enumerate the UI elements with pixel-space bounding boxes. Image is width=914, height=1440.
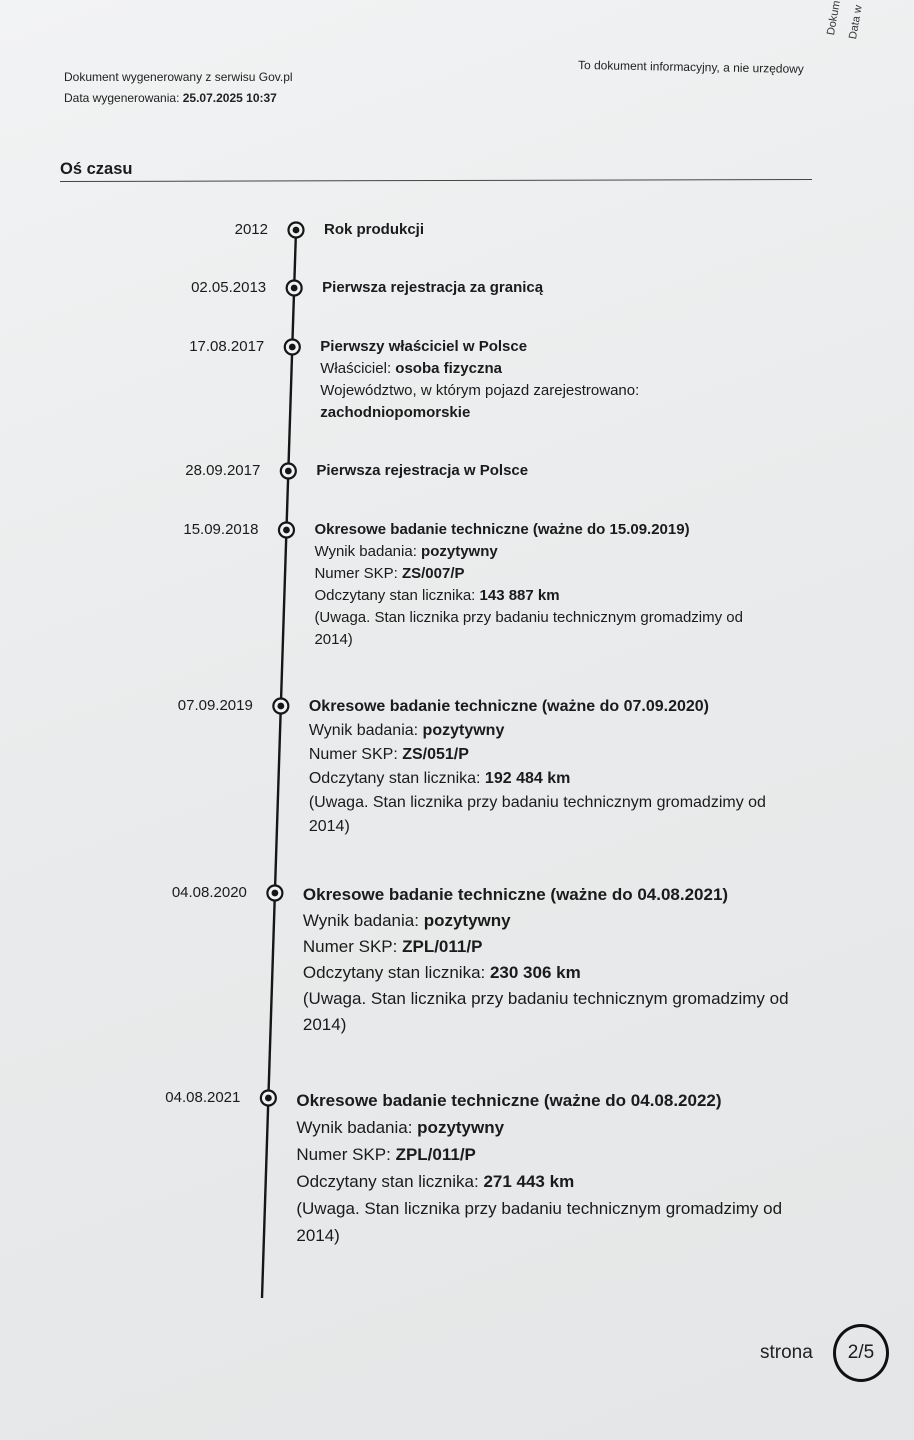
header-disclaimer: To dokument informacyjny, a nie urzędowy <box>577 58 804 76</box>
detail-value: 143 887 km <box>479 587 560 604</box>
detail-value: ZS/007/P <box>401 565 465 582</box>
timeline-entry <box>324 219 844 241</box>
detail-label: Wynik badania: <box>302 911 424 930</box>
detail-label: Odczytany stan licznika: <box>296 1172 484 1191</box>
entry-detail-line <box>296 1195 816 1222</box>
timeline-date: 17.08.2017 <box>189 338 265 355</box>
entry-detail-line <box>303 960 823 986</box>
detail-value: pozytywny <box>422 722 505 739</box>
timeline-entry <box>320 336 840 424</box>
detail-value: zachodniopomorskie <box>320 404 471 421</box>
detail-value: ZS/051/P <box>402 746 469 763</box>
entry-detail-line <box>309 719 829 743</box>
page-number-badge: 2/5 <box>833 1324 889 1382</box>
timeline-marker-dot <box>277 703 284 710</box>
detail-label: (Uwaga. Stan licznika przy badaniu technicznym gromadzimy od <box>296 1199 783 1218</box>
timeline-date: 04.08.2020 <box>171 884 247 901</box>
timeline-entry <box>322 277 842 299</box>
detail-value: pozytywny <box>423 911 511 930</box>
detail-label: Numer SKP: <box>302 937 403 956</box>
detail-label: Odczytany stan licznika: <box>314 587 480 604</box>
entry-detail-line <box>314 563 834 585</box>
timeline-marker-dot <box>265 1095 272 1102</box>
detail-label: Wynik badania: <box>308 722 423 739</box>
detail-label: (Uwaga. Stan licznika przy badaniu technicznym gromadzimy od <box>302 989 789 1008</box>
entry-detail-line <box>296 1114 816 1141</box>
detail-label: Wynik badania: <box>296 1118 418 1137</box>
entry-title: Okresowe badanie techniczne (ważne do 04.08.2021) <box>302 885 729 904</box>
section-title: Oś czasu <box>60 160 133 178</box>
corner-text-2: Data w <box>847 4 865 41</box>
detail-label: (Uwaga. Stan licznika przy badaniu technicznym gromadzimy od <box>314 609 743 626</box>
entry-detail-line <box>309 815 829 839</box>
generated-label: Data wygenerowania: <box>64 91 180 105</box>
entry-detail-line <box>314 607 834 629</box>
entry-detail-line <box>320 380 840 402</box>
entry-title: Okresowe badanie techniczne (ważne do 04.08.2022) <box>296 1091 722 1110</box>
entry-detail-line <box>314 629 834 651</box>
entry-detail-line <box>303 908 823 934</box>
entry-title: Rok produkcji <box>324 221 425 238</box>
corner-text-1: Dokum <box>825 0 843 37</box>
entry-title: Pierwsza rejestracja w Polsce <box>316 462 529 479</box>
page-label: strona <box>760 1342 813 1363</box>
entry-detail-line <box>296 1222 816 1249</box>
entry-title: Okresowe badanie techniczne (ważne do 07.09.2020) <box>308 698 709 715</box>
entry-detail-line <box>320 402 840 424</box>
timeline-date: 15.09.2018 <box>183 521 259 538</box>
entry-detail-line <box>314 541 834 563</box>
timeline-entry <box>314 519 834 651</box>
entry-detail-line <box>303 1012 823 1038</box>
timeline-marker-dot <box>283 527 290 534</box>
generated-value: 25.07.2025 10:37 <box>182 91 277 105</box>
detail-value: 230 306 km <box>489 963 581 982</box>
timeline-entry <box>309 695 829 839</box>
entry-title: Pierwsza rejestracja za granicą <box>322 279 544 296</box>
detail-label: Odczytany stan licznika: <box>308 770 485 787</box>
detail-label: Wynik badania: <box>314 543 422 560</box>
detail-label: Numer SKP: <box>308 746 403 763</box>
timeline-date: 07.09.2019 <box>177 697 253 714</box>
detail-label: Województwo, w którym pojazd zarejestrowano: <box>320 382 640 399</box>
timeline-line <box>262 230 296 1298</box>
entry-detail-line <box>309 767 829 791</box>
timeline-date: 02.05.2013 <box>191 279 267 296</box>
entry-detail-line <box>309 743 829 767</box>
entry-detail-line <box>309 791 829 815</box>
timeline-marker-dot <box>289 344 296 351</box>
header-source: Dokument wygenerowany z serwisu Gov.pl <box>64 70 293 84</box>
entry-detail-line <box>320 358 840 380</box>
entry-detail-line <box>296 1168 816 1195</box>
detail-label: 2014) <box>308 818 350 835</box>
timeline-date: 2012 <box>234 221 268 238</box>
entry-detail-line <box>314 585 834 607</box>
detail-label: 2014) <box>296 1226 340 1245</box>
detail-value: osoba fizyczna <box>395 360 502 377</box>
detail-label: (Uwaga. Stan licznika przy badaniu technicznym gromadzimy od <box>308 794 766 811</box>
timeline-entry <box>303 882 823 1038</box>
detail-label: Numer SKP: <box>314 565 402 582</box>
detail-label: Numer SKP: <box>296 1145 396 1164</box>
detail-value: 271 443 km <box>483 1172 575 1191</box>
entry-title: Okresowe badanie techniczne (ważne do 15.09.2019) <box>314 521 690 538</box>
detail-value: pozytywny <box>421 543 498 560</box>
timeline-marker-dot <box>291 285 298 292</box>
detail-label: Właściciel: <box>320 360 396 377</box>
detail-label: Odczytany stan licznika: <box>302 963 490 982</box>
detail-label: 2014) <box>302 1015 347 1034</box>
timeline-date: 28.09.2017 <box>185 462 261 479</box>
timeline-marker-dot <box>285 468 292 475</box>
detail-value: ZPL/011/P <box>395 1145 476 1164</box>
timeline-date: 04.08.2021 <box>165 1089 241 1106</box>
entry-detail-line <box>303 986 823 1012</box>
detail-value: ZPL/011/P <box>402 937 483 956</box>
detail-value: 192 484 km <box>484 770 571 787</box>
entry-title: Pierwszy właściciel w Polsce <box>320 338 528 355</box>
detail-value: pozytywny <box>417 1118 505 1137</box>
timeline-marker-dot <box>271 890 278 897</box>
entry-detail-line <box>303 934 823 960</box>
timeline-marker-dot <box>293 227 300 234</box>
timeline-entry <box>316 460 836 482</box>
entry-detail-line <box>296 1141 816 1168</box>
detail-label: 2014) <box>314 631 353 648</box>
timeline-entry <box>296 1087 816 1249</box>
